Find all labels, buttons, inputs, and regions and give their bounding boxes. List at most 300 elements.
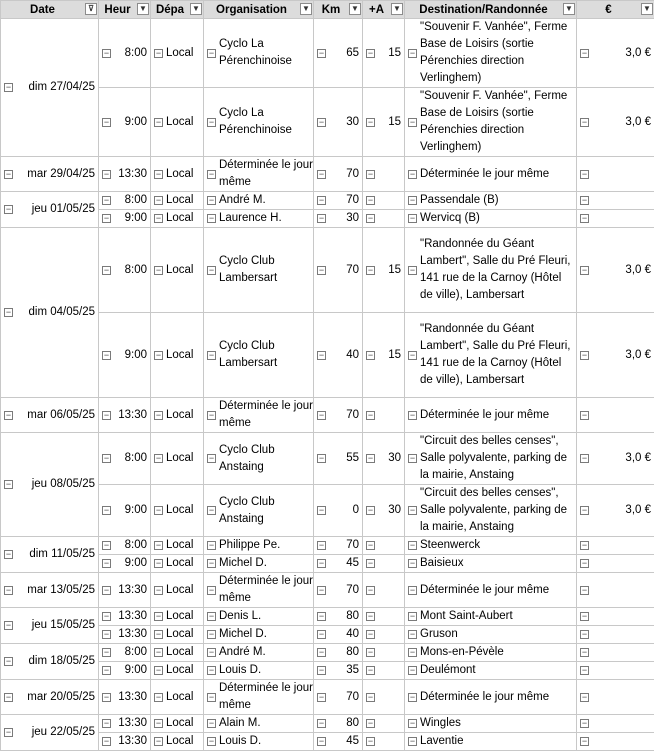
collapse-icon[interactable]: − bbox=[154, 737, 163, 746]
destination-cell[interactable] bbox=[405, 680, 577, 715]
collapse-icon[interactable]: − bbox=[366, 737, 375, 746]
collapse-icon[interactable]: − bbox=[580, 454, 589, 463]
km-cell[interactable] bbox=[314, 626, 363, 644]
collapse-icon[interactable]: − bbox=[580, 737, 589, 746]
date-cell[interactable] bbox=[1, 680, 99, 715]
km-cell[interactable] bbox=[314, 88, 363, 157]
collapse-icon[interactable]: − bbox=[317, 214, 326, 223]
plusa-cell[interactable] bbox=[363, 157, 405, 192]
destination-cell[interactable] bbox=[405, 662, 577, 680]
collapse-icon[interactable]: − bbox=[366, 541, 375, 550]
heure-cell[interactable] bbox=[99, 433, 151, 485]
date-cell[interactable] bbox=[1, 19, 99, 157]
prix-cell[interactable] bbox=[577, 733, 654, 751]
collapse-icon[interactable]: − bbox=[366, 170, 375, 179]
km-cell[interactable] bbox=[314, 644, 363, 662]
collapse-icon[interactable]: − bbox=[207, 666, 216, 675]
collapse-icon[interactable]: − bbox=[207, 266, 216, 275]
plusa-cell[interactable] bbox=[363, 485, 405, 537]
collapse-icon[interactable]: − bbox=[408, 648, 417, 657]
collapse-icon[interactable]: − bbox=[207, 693, 216, 702]
collapse-icon[interactable]: − bbox=[207, 648, 216, 657]
collapse-icon[interactable]: − bbox=[580, 118, 589, 127]
collapse-icon[interactable]: − bbox=[207, 506, 216, 515]
collapse-icon[interactable]: − bbox=[366, 719, 375, 728]
collapse-icon[interactable]: − bbox=[207, 454, 216, 463]
plusa-cell[interactable] bbox=[363, 398, 405, 433]
collapse-icon[interactable]: − bbox=[154, 196, 163, 205]
collapse-icon[interactable]: − bbox=[366, 118, 375, 127]
collapse-icon[interactable]: − bbox=[154, 586, 163, 595]
prix-cell[interactable] bbox=[577, 433, 654, 485]
collapse-icon[interactable]: − bbox=[408, 612, 417, 621]
km-cell[interactable] bbox=[314, 680, 363, 715]
organisation-cell[interactable] bbox=[204, 228, 314, 313]
destination-cell[interactable] bbox=[405, 88, 577, 157]
collapse-icon[interactable]: − bbox=[366, 666, 375, 675]
organisation-cell[interactable] bbox=[204, 485, 314, 537]
destination-cell[interactable] bbox=[405, 398, 577, 433]
collapse-icon[interactable]: − bbox=[580, 719, 589, 728]
plusa-cell[interactable] bbox=[363, 644, 405, 662]
depart-cell[interactable] bbox=[151, 608, 204, 626]
km-cell[interactable] bbox=[314, 228, 363, 313]
heure-cell[interactable] bbox=[99, 19, 151, 88]
collapse-icon[interactable]: − bbox=[366, 506, 375, 515]
plusa-cell[interactable] bbox=[363, 192, 405, 210]
km-cell[interactable] bbox=[314, 662, 363, 680]
collapse-icon[interactable]: − bbox=[102, 266, 111, 275]
collapse-icon[interactable]: − bbox=[317, 666, 326, 675]
collapse-icon[interactable]: − bbox=[580, 411, 589, 420]
collapse-icon[interactable]: − bbox=[580, 49, 589, 58]
collapse-icon[interactable]: − bbox=[102, 630, 111, 639]
collapse-icon[interactable]: − bbox=[580, 196, 589, 205]
heure-cell[interactable] bbox=[99, 715, 151, 733]
collapse-icon[interactable]: − bbox=[207, 541, 216, 550]
collapse-icon[interactable]: − bbox=[408, 411, 417, 420]
depart-cell[interactable] bbox=[151, 537, 204, 555]
collapse-icon[interactable]: − bbox=[408, 506, 417, 515]
collapse-icon[interactable]: − bbox=[408, 214, 417, 223]
plusa-cell[interactable] bbox=[363, 228, 405, 313]
collapse-icon[interactable]: − bbox=[4, 693, 13, 702]
filter-dropdown-icon[interactable]: ▼ bbox=[300, 3, 312, 15]
destination-cell[interactable] bbox=[405, 157, 577, 192]
depart-cell[interactable] bbox=[151, 210, 204, 228]
collapse-icon[interactable]: − bbox=[102, 648, 111, 657]
collapse-icon[interactable]: − bbox=[154, 118, 163, 127]
collapse-icon[interactable]: − bbox=[102, 454, 111, 463]
km-cell[interactable] bbox=[314, 733, 363, 751]
destination-cell[interactable] bbox=[405, 555, 577, 573]
collapse-icon[interactable]: − bbox=[580, 266, 589, 275]
date-cell[interactable] bbox=[1, 715, 99, 751]
date-cell[interactable] bbox=[1, 644, 99, 680]
plusa-cell[interactable] bbox=[363, 662, 405, 680]
prix-cell[interactable] bbox=[577, 555, 654, 573]
collapse-icon[interactable]: − bbox=[408, 351, 417, 360]
heure-cell[interactable] bbox=[99, 157, 151, 192]
depart-cell[interactable] bbox=[151, 485, 204, 537]
collapse-icon[interactable]: − bbox=[102, 737, 111, 746]
organisation-cell[interactable] bbox=[204, 157, 314, 192]
depart-cell[interactable] bbox=[151, 715, 204, 733]
destination-cell[interactable] bbox=[405, 192, 577, 210]
collapse-icon[interactable]: − bbox=[4, 728, 13, 737]
organisation-cell[interactable] bbox=[204, 210, 314, 228]
depart-cell[interactable] bbox=[151, 680, 204, 715]
collapse-icon[interactable]: − bbox=[317, 737, 326, 746]
collapse-icon[interactable]: − bbox=[207, 630, 216, 639]
prix-cell[interactable] bbox=[577, 680, 654, 715]
collapse-icon[interactable]: − bbox=[154, 612, 163, 621]
filter-dropdown-icon[interactable]: ▼ bbox=[137, 3, 149, 15]
collapse-icon[interactable]: − bbox=[4, 550, 13, 559]
depart-cell[interactable] bbox=[151, 19, 204, 88]
heure-cell[interactable] bbox=[99, 485, 151, 537]
date-cell[interactable] bbox=[1, 433, 99, 537]
km-cell[interactable] bbox=[314, 715, 363, 733]
plusa-cell[interactable] bbox=[363, 210, 405, 228]
collapse-icon[interactable]: − bbox=[154, 693, 163, 702]
depart-cell[interactable] bbox=[151, 733, 204, 751]
heure-cell[interactable] bbox=[99, 228, 151, 313]
date-cell[interactable] bbox=[1, 573, 99, 608]
collapse-icon[interactable]: − bbox=[366, 693, 375, 702]
collapse-icon[interactable]: − bbox=[366, 630, 375, 639]
heure-cell[interactable] bbox=[99, 573, 151, 608]
collapse-icon[interactable]: − bbox=[102, 49, 111, 58]
destination-cell[interactable] bbox=[405, 228, 577, 313]
date-cell[interactable] bbox=[1, 228, 99, 398]
destination-cell[interactable] bbox=[405, 608, 577, 626]
collapse-icon[interactable]: − bbox=[207, 737, 216, 746]
collapse-icon[interactable]: − bbox=[102, 693, 111, 702]
collapse-icon[interactable]: − bbox=[580, 506, 589, 515]
destination-cell[interactable] bbox=[405, 573, 577, 608]
collapse-icon[interactable]: − bbox=[366, 586, 375, 595]
collapse-icon[interactable]: − bbox=[207, 214, 216, 223]
collapse-icon[interactable]: − bbox=[580, 648, 589, 657]
collapse-icon[interactable]: − bbox=[317, 719, 326, 728]
organisation-cell[interactable] bbox=[204, 192, 314, 210]
collapse-icon[interactable]: − bbox=[207, 719, 216, 728]
collapse-icon[interactable]: − bbox=[408, 170, 417, 179]
collapse-icon[interactable]: − bbox=[408, 49, 417, 58]
plusa-cell[interactable] bbox=[363, 715, 405, 733]
prix-cell[interactable] bbox=[577, 88, 654, 157]
collapse-icon[interactable]: − bbox=[102, 612, 111, 621]
km-cell[interactable] bbox=[314, 555, 363, 573]
km-cell[interactable] bbox=[314, 608, 363, 626]
collapse-icon[interactable]: − bbox=[4, 657, 13, 666]
collapse-icon[interactable]: − bbox=[580, 612, 589, 621]
collapse-icon[interactable]: − bbox=[317, 586, 326, 595]
heure-cell[interactable] bbox=[99, 398, 151, 433]
collapse-icon[interactable]: − bbox=[102, 586, 111, 595]
collapse-icon[interactable]: − bbox=[317, 648, 326, 657]
heure-cell[interactable] bbox=[99, 537, 151, 555]
collapse-icon[interactable]: − bbox=[580, 586, 589, 595]
collapse-icon[interactable]: − bbox=[366, 49, 375, 58]
collapse-icon[interactable]: − bbox=[4, 308, 13, 317]
destination-cell[interactable] bbox=[405, 19, 577, 88]
depart-cell[interactable] bbox=[151, 398, 204, 433]
depart-cell[interactable] bbox=[151, 644, 204, 662]
collapse-icon[interactable]: − bbox=[154, 630, 163, 639]
collapse-icon[interactable]: − bbox=[580, 541, 589, 550]
heure-cell[interactable] bbox=[99, 662, 151, 680]
collapse-icon[interactable]: − bbox=[317, 612, 326, 621]
collapse-icon[interactable]: − bbox=[317, 506, 326, 515]
collapse-icon[interactable]: − bbox=[207, 49, 216, 58]
plusa-cell[interactable] bbox=[363, 433, 405, 485]
depart-cell[interactable] bbox=[151, 573, 204, 608]
collapse-icon[interactable]: − bbox=[207, 586, 216, 595]
collapse-icon[interactable]: − bbox=[102, 196, 111, 205]
heure-cell[interactable] bbox=[99, 192, 151, 210]
depart-cell[interactable] bbox=[151, 626, 204, 644]
depart-cell[interactable] bbox=[151, 313, 204, 398]
collapse-icon[interactable]: − bbox=[102, 666, 111, 675]
organisation-cell[interactable] bbox=[204, 537, 314, 555]
collapse-icon[interactable]: − bbox=[580, 170, 589, 179]
organisation-cell[interactable] bbox=[204, 19, 314, 88]
plusa-cell[interactable] bbox=[363, 537, 405, 555]
prix-cell[interactable] bbox=[577, 210, 654, 228]
collapse-icon[interactable]: − bbox=[154, 49, 163, 58]
collapse-icon[interactable]: − bbox=[580, 351, 589, 360]
depart-cell[interactable] bbox=[151, 662, 204, 680]
prix-cell[interactable] bbox=[577, 313, 654, 398]
collapse-icon[interactable]: − bbox=[317, 693, 326, 702]
collapse-icon[interactable]: − bbox=[102, 506, 111, 515]
collapse-icon[interactable]: − bbox=[207, 559, 216, 568]
prix-cell[interactable] bbox=[577, 537, 654, 555]
collapse-icon[interactable]: − bbox=[154, 454, 163, 463]
heure-cell[interactable] bbox=[99, 680, 151, 715]
organisation-cell[interactable] bbox=[204, 608, 314, 626]
prix-cell[interactable] bbox=[577, 228, 654, 313]
plusa-cell[interactable] bbox=[363, 88, 405, 157]
km-cell[interactable] bbox=[314, 210, 363, 228]
prix-cell[interactable] bbox=[577, 19, 654, 88]
filter-dropdown-icon[interactable]: ▼ bbox=[190, 3, 202, 15]
depart-cell[interactable] bbox=[151, 228, 204, 313]
collapse-icon[interactable]: − bbox=[408, 693, 417, 702]
collapse-icon[interactable]: − bbox=[366, 214, 375, 223]
collapse-icon[interactable]: − bbox=[366, 648, 375, 657]
organisation-cell[interactable] bbox=[204, 573, 314, 608]
collapse-icon[interactable]: − bbox=[317, 351, 326, 360]
km-cell[interactable] bbox=[314, 398, 363, 433]
collapse-icon[interactable]: − bbox=[366, 612, 375, 621]
organisation-cell[interactable] bbox=[204, 88, 314, 157]
collapse-icon[interactable]: − bbox=[102, 541, 111, 550]
filter-active-icon[interactable]: ⊽ bbox=[85, 3, 97, 15]
destination-cell[interactable] bbox=[405, 433, 577, 485]
km-cell[interactable] bbox=[314, 433, 363, 485]
collapse-icon[interactable]: − bbox=[207, 351, 216, 360]
plusa-cell[interactable] bbox=[363, 733, 405, 751]
collapse-icon[interactable]: − bbox=[154, 719, 163, 728]
collapse-icon[interactable]: − bbox=[207, 612, 216, 621]
filter-dropdown-icon[interactable]: ▼ bbox=[391, 3, 403, 15]
collapse-icon[interactable]: − bbox=[366, 196, 375, 205]
collapse-icon[interactable]: − bbox=[317, 49, 326, 58]
collapse-icon[interactable]: − bbox=[154, 506, 163, 515]
collapse-icon[interactable]: − bbox=[154, 559, 163, 568]
organisation-cell[interactable] bbox=[204, 313, 314, 398]
organisation-cell[interactable] bbox=[204, 662, 314, 680]
collapse-icon[interactable]: − bbox=[317, 559, 326, 568]
prix-cell[interactable] bbox=[577, 157, 654, 192]
collapse-icon[interactable]: − bbox=[580, 693, 589, 702]
collapse-icon[interactable]: − bbox=[408, 541, 417, 550]
plusa-cell[interactable] bbox=[363, 313, 405, 398]
collapse-icon[interactable]: − bbox=[366, 266, 375, 275]
destination-cell[interactable] bbox=[405, 644, 577, 662]
plusa-cell[interactable] bbox=[363, 19, 405, 88]
collapse-icon[interactable]: − bbox=[408, 266, 417, 275]
plusa-cell[interactable] bbox=[363, 608, 405, 626]
km-cell[interactable] bbox=[314, 573, 363, 608]
date-cell[interactable] bbox=[1, 157, 99, 192]
filter-dropdown-icon[interactable]: ▼ bbox=[349, 3, 361, 15]
collapse-icon[interactable]: − bbox=[102, 170, 111, 179]
filter-dropdown-icon[interactable]: ▼ bbox=[641, 3, 653, 15]
collapse-icon[interactable]: − bbox=[4, 411, 13, 420]
prix-cell[interactable] bbox=[577, 662, 654, 680]
collapse-icon[interactable]: − bbox=[4, 83, 13, 92]
heure-cell[interactable] bbox=[99, 88, 151, 157]
prix-cell[interactable] bbox=[577, 715, 654, 733]
destination-cell[interactable] bbox=[405, 313, 577, 398]
collapse-icon[interactable]: − bbox=[102, 118, 111, 127]
destination-cell[interactable] bbox=[405, 210, 577, 228]
organisation-cell[interactable] bbox=[204, 733, 314, 751]
collapse-icon[interactable]: − bbox=[154, 666, 163, 675]
collapse-icon[interactable]: − bbox=[317, 118, 326, 127]
collapse-icon[interactable]: − bbox=[154, 266, 163, 275]
collapse-icon[interactable]: − bbox=[366, 559, 375, 568]
collapse-icon[interactable]: − bbox=[580, 559, 589, 568]
depart-cell[interactable] bbox=[151, 555, 204, 573]
heure-cell[interactable] bbox=[99, 210, 151, 228]
km-cell[interactable] bbox=[314, 157, 363, 192]
collapse-icon[interactable]: − bbox=[207, 170, 216, 179]
collapse-icon[interactable]: − bbox=[102, 719, 111, 728]
prix-cell[interactable] bbox=[577, 644, 654, 662]
prix-cell[interactable] bbox=[577, 608, 654, 626]
collapse-icon[interactable]: − bbox=[408, 118, 417, 127]
collapse-icon[interactable]: − bbox=[317, 266, 326, 275]
collapse-icon[interactable]: − bbox=[4, 205, 13, 214]
collapse-icon[interactable]: − bbox=[207, 196, 216, 205]
organisation-cell[interactable] bbox=[204, 433, 314, 485]
collapse-icon[interactable]: − bbox=[317, 170, 326, 179]
collapse-icon[interactable]: − bbox=[4, 480, 13, 489]
date-cell[interactable] bbox=[1, 608, 99, 644]
destination-cell[interactable] bbox=[405, 537, 577, 555]
destination-cell[interactable] bbox=[405, 485, 577, 537]
heure-cell[interactable] bbox=[99, 626, 151, 644]
collapse-icon[interactable]: − bbox=[408, 559, 417, 568]
organisation-cell[interactable] bbox=[204, 715, 314, 733]
heure-cell[interactable] bbox=[99, 733, 151, 751]
km-cell[interactable] bbox=[314, 485, 363, 537]
collapse-icon[interactable]: − bbox=[408, 196, 417, 205]
km-cell[interactable] bbox=[314, 313, 363, 398]
collapse-icon[interactable]: − bbox=[366, 351, 375, 360]
prix-cell[interactable] bbox=[577, 398, 654, 433]
collapse-icon[interactable]: − bbox=[317, 454, 326, 463]
collapse-icon[interactable]: − bbox=[408, 454, 417, 463]
prix-cell[interactable] bbox=[577, 192, 654, 210]
destination-cell[interactable] bbox=[405, 733, 577, 751]
collapse-icon[interactable]: − bbox=[154, 541, 163, 550]
collapse-icon[interactable]: − bbox=[102, 559, 111, 568]
plusa-cell[interactable] bbox=[363, 626, 405, 644]
collapse-icon[interactable]: − bbox=[102, 351, 111, 360]
organisation-cell[interactable] bbox=[204, 398, 314, 433]
depart-cell[interactable] bbox=[151, 433, 204, 485]
depart-cell[interactable] bbox=[151, 192, 204, 210]
collapse-icon[interactable]: − bbox=[4, 170, 13, 179]
collapse-icon[interactable]: − bbox=[408, 630, 417, 639]
collapse-icon[interactable]: − bbox=[4, 586, 13, 595]
heure-cell[interactable] bbox=[99, 555, 151, 573]
collapse-icon[interactable]: − bbox=[154, 214, 163, 223]
filter-dropdown-icon[interactable]: ▼ bbox=[563, 3, 575, 15]
organisation-cell[interactable] bbox=[204, 680, 314, 715]
collapse-icon[interactable]: − bbox=[366, 411, 375, 420]
collapse-icon[interactable]: − bbox=[154, 411, 163, 420]
plusa-cell[interactable] bbox=[363, 573, 405, 608]
organisation-cell[interactable] bbox=[204, 644, 314, 662]
date-cell[interactable] bbox=[1, 537, 99, 573]
collapse-icon[interactable]: − bbox=[207, 411, 216, 420]
km-cell[interactable] bbox=[314, 192, 363, 210]
date-cell[interactable] bbox=[1, 192, 99, 228]
collapse-icon[interactable]: − bbox=[366, 454, 375, 463]
date-cell[interactable] bbox=[1, 398, 99, 433]
collapse-icon[interactable]: − bbox=[408, 586, 417, 595]
collapse-icon[interactable]: − bbox=[408, 719, 417, 728]
depart-cell[interactable] bbox=[151, 157, 204, 192]
plusa-cell[interactable] bbox=[363, 680, 405, 715]
prix-cell[interactable] bbox=[577, 485, 654, 537]
plusa-cell[interactable] bbox=[363, 555, 405, 573]
heure-cell[interactable] bbox=[99, 644, 151, 662]
km-cell[interactable] bbox=[314, 537, 363, 555]
collapse-icon[interactable]: − bbox=[317, 411, 326, 420]
collapse-icon[interactable]: − bbox=[207, 118, 216, 127]
destination-cell[interactable] bbox=[405, 626, 577, 644]
collapse-icon[interactable]: − bbox=[580, 666, 589, 675]
collapse-icon[interactable]: − bbox=[408, 666, 417, 675]
organisation-cell[interactable] bbox=[204, 626, 314, 644]
collapse-icon[interactable]: − bbox=[317, 541, 326, 550]
collapse-icon[interactable]: − bbox=[154, 351, 163, 360]
collapse-icon[interactable]: − bbox=[102, 214, 111, 223]
organisation-cell[interactable] bbox=[204, 555, 314, 573]
prix-cell[interactable] bbox=[577, 626, 654, 644]
collapse-icon[interactable]: − bbox=[102, 411, 111, 420]
heure-cell[interactable] bbox=[99, 608, 151, 626]
collapse-icon[interactable]: − bbox=[317, 196, 326, 205]
